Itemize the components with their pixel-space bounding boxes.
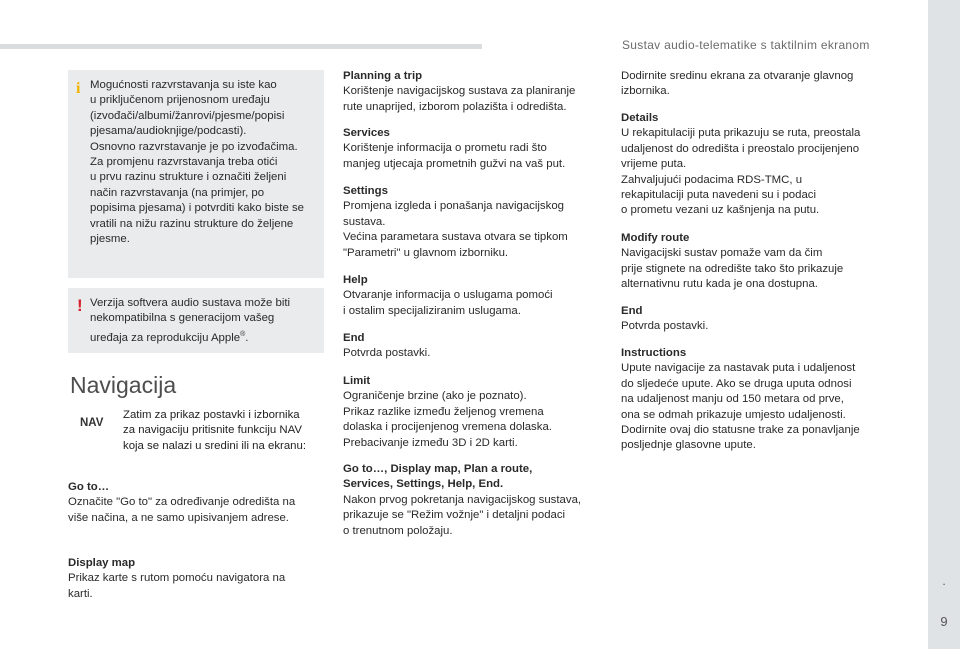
- info-note: [68, 70, 324, 278]
- block-body: Nakon prvog pokretanja navigacijskog sustava, prikazuje se "Režim vožnje" i detaljni podaci o trenutnom položaju.: [343, 493, 582, 537]
- block-help: [343, 273, 605, 319]
- nav-intro-text: Zatim za prikaz postavki i izbornika za navigaciju pritisnite funkciju NAV koja se nalazi u sredini ili na ekranu:: [123, 409, 306, 452]
- warning-note-main: Verzija softvera audio sustava može biti nekompatibilna s generacijom vašeg uređaja za reprodukciju Apple: [90, 297, 291, 344]
- continuation-mark: .: [942, 574, 946, 588]
- block-main-menu: [343, 462, 605, 539]
- block-planning-a-trip: [343, 69, 605, 115]
- warning-note-text: [90, 296, 318, 346]
- block-title: Limit: [343, 375, 371, 387]
- block-end: [343, 331, 605, 362]
- block-body: U rekapitulaciji puta prikazuju se ruta, preostala udaljenost do odredišta i preostalo procijenjeno vrijeme puta. Zahvaljujući podacima RDS-TMC, u rekapitulaciji puta navedeni su i podaci o prometu vezani uz kašnjenja na putu.: [621, 127, 861, 217]
- block-body: Potvrda postavki.: [621, 320, 709, 333]
- block-display-map: [68, 556, 330, 602]
- block-title: Go to…: [68, 481, 110, 493]
- block-modify-route: [621, 231, 883, 293]
- header-rule: [0, 44, 482, 49]
- page-number: 9: [940, 614, 948, 629]
- block-body: Označite "Go to" za određivanje odredišta na više načina, a ne samo upisivanjem adrese.: [68, 496, 296, 524]
- block-settings: [343, 184, 605, 261]
- block-title: Planning a trip: [343, 70, 423, 82]
- block-body: Ograničenje brzine (ako je poznato). Prikaz razlike između željenog vremena dolaska i procijenjenog vremena dolaska. Prebacivanje između 3D i 2D karti.: [343, 390, 552, 449]
- block-title: End: [343, 332, 365, 344]
- block-title: Go to…, Display map, Plan a route, Services, Settings, Help, End.: [343, 463, 533, 491]
- info-note-text: Mogućnosti razvrstavanja su iste kao u priključenom prijenosnom uređaju (izvođači/albumi/žanrovi/pjesme/popisi pjesama/audioknjige/podcasti). Osnovno razvrstavanje je po izvođačima. Za promjenu razvrstavanja treba otići u prvu razinu strukture i označiti željeni način razvrstavanja (na primjer, po popisima pjesama) i potvrditi kako biste se vratili na nižu razinu strukture do željene pjesme.: [90, 79, 304, 246]
- info-icon: i: [76, 80, 81, 97]
- header-title: Sustav audio-telematike s taktilnim ekranom: [622, 38, 870, 52]
- block-body: Otvaranje informacija o uslugama pomoći i ostalim specijaliziranim uslugama.: [343, 289, 553, 317]
- block-touch-center: [621, 69, 883, 100]
- block-limit: [343, 374, 605, 451]
- block-title: End: [621, 305, 643, 317]
- block-body: Navigacijski sustav pomaže vam da čim prije stignete na odredište tako što prikazuje alternativnu rutu kada je ona dostupna.: [621, 247, 844, 291]
- block-title: Modify route: [621, 232, 690, 244]
- block-body: Dodirnite sredinu ekrana za otvaranje glavnog izbornika.: [621, 70, 854, 98]
- block-title: Display map: [68, 557, 136, 569]
- block-instructions: [621, 346, 883, 454]
- block-body: Upute navigacije za nastavak puta i udaljenost do sljedeće upute. Ako se druga uputa odnosi na udaljenost manju od 150 metara od prve, ona se odmah prikazuje umjesto udaljenosti. Dodirnite ovaj dio statusne trake za ponavljanje posljednje glasovne upute.: [621, 362, 860, 452]
- block-title: Services: [343, 127, 390, 139]
- block-body: Potvrda postavki.: [343, 347, 431, 360]
- block-details: [621, 111, 883, 219]
- registered-mark: ®: [240, 330, 246, 338]
- block-title: Settings: [343, 185, 388, 197]
- block-end-2: [621, 304, 883, 335]
- block-body: Prikaz karte s rutom pomoću navigatora na karti.: [68, 572, 286, 600]
- block-body: Korištenje informacija o prometu radi što manjeg utjecaja prometnih gužvi na vaš put.: [343, 142, 566, 170]
- block-body: Korištenje navigacijskog sustava za planiranje rute unaprijed, izborom polazišta i odredišta.: [343, 85, 576, 113]
- block-services: [343, 126, 605, 172]
- warning-icon: !: [77, 296, 83, 315]
- block-title: Instructions: [621, 347, 687, 359]
- block-title: Help: [343, 274, 368, 286]
- nav-button-label: NAV: [80, 417, 104, 429]
- section-title: Navigacija: [70, 372, 177, 398]
- block-title: Details: [621, 112, 659, 124]
- warning-note: [68, 288, 324, 353]
- block-body: Promjena izgleda i ponašanja navigacijskog sustava. Većina parametara sustava otvara se tipkom "Parametri" u glavnom izborniku.: [343, 200, 568, 259]
- page-edge-strip: [928, 0, 960, 649]
- warning-note-end: .: [245, 331, 249, 344]
- block-go-to: [68, 480, 330, 526]
